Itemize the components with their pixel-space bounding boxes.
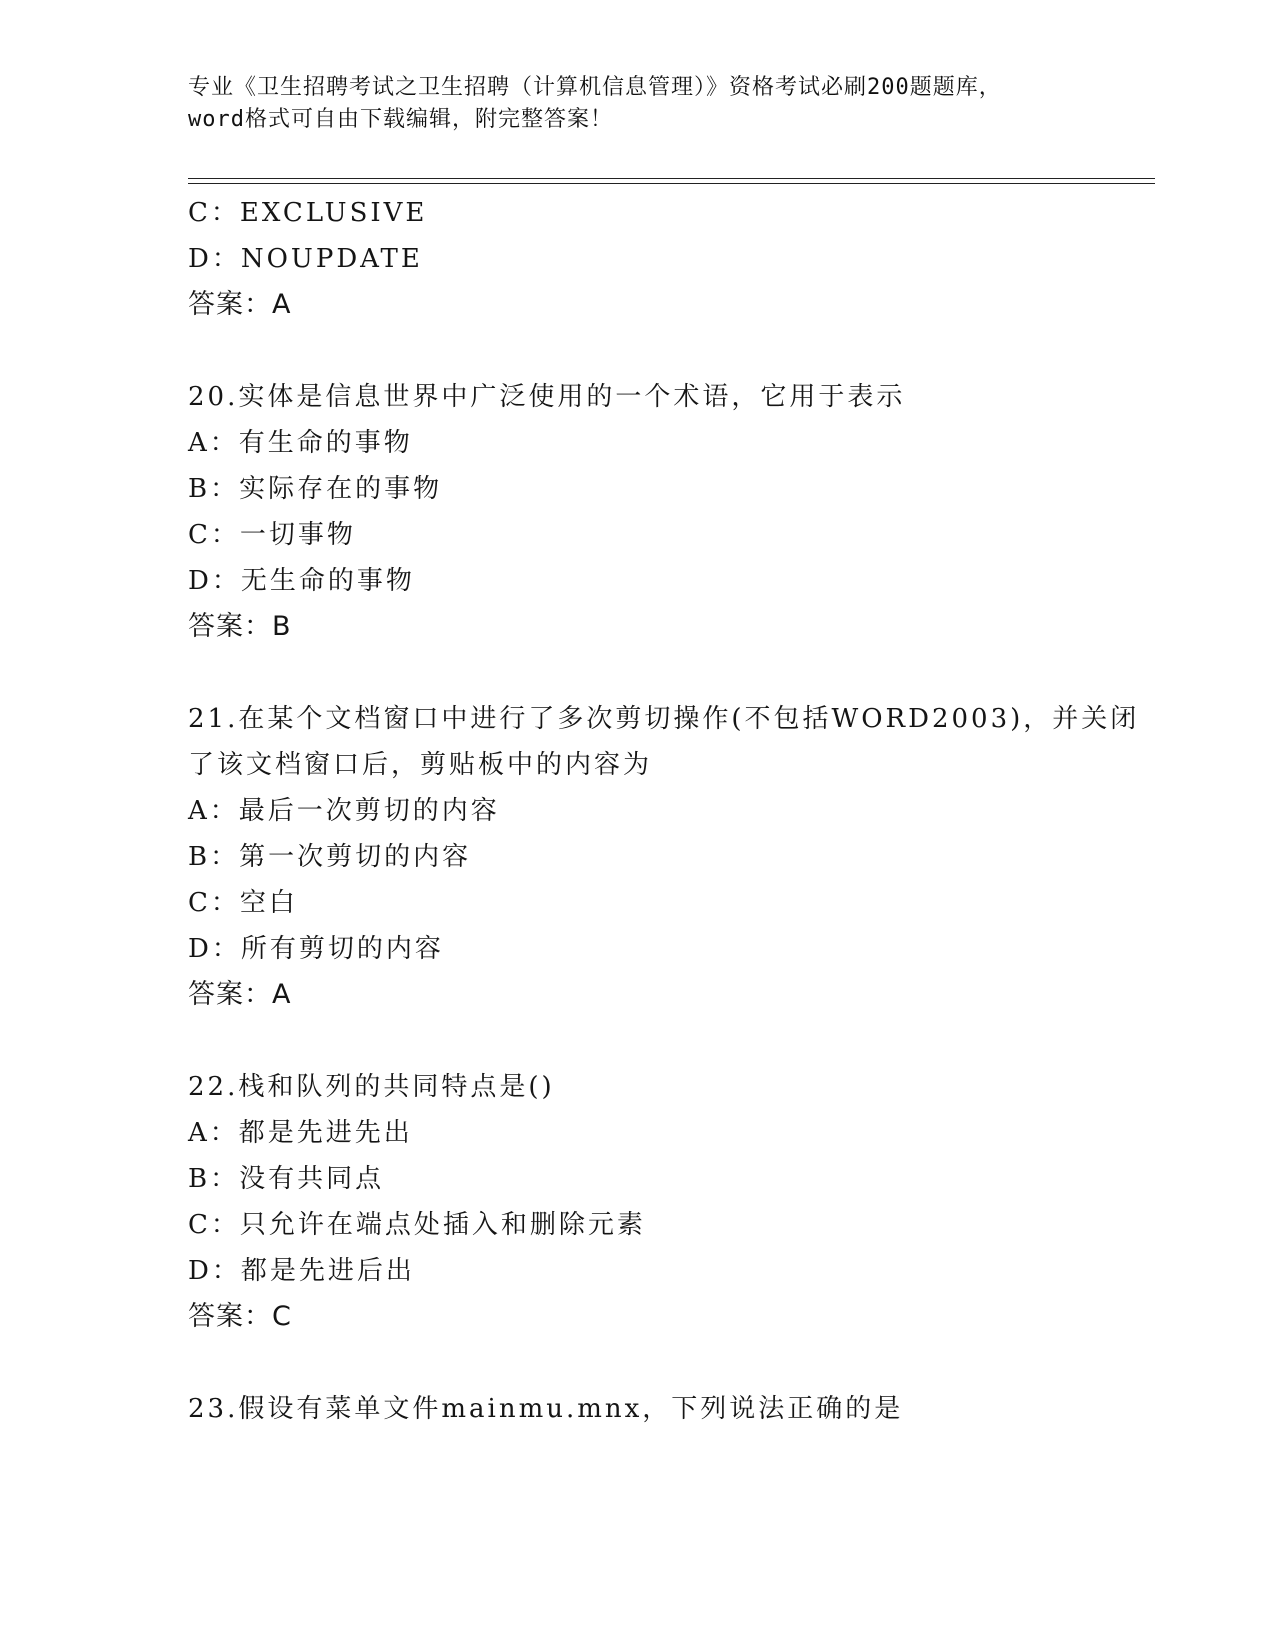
question-21 [188,696,1148,1018]
option-d: D：NOUPDATE [188,244,423,274]
document-header [188,72,1088,136]
question-text: 22.栈和队列的共同特点是() [188,1072,555,1102]
question-22 [188,1064,1148,1340]
option-b: B：没有共同点 [188,1164,385,1194]
header-divider-bottom [188,183,1155,184]
question-list [188,190,1148,1432]
option-c: C：空白 [188,888,298,918]
option-b: B：第一次剪切的内容 [188,842,472,872]
option-b: B：实际存在的事物 [188,474,443,504]
question-text-line-2: 了该文档窗口后，剪贴板中的内容为 [188,750,653,780]
question-text: 23.假设有菜单文件mainmu.mnx，下列说法正确的是 [188,1394,904,1424]
question-text: 20.实体是信息世界中广泛使用的一个术语，它用于表示 [188,382,906,412]
answer-line: 答案：C [188,1301,292,1332]
question-20 [188,374,1148,650]
header-title-line-2: word格式可自由下载编辑，附完整答案！ [188,107,613,132]
spacer [188,1018,1148,1064]
option-c: C：只允许在端点处插入和删除元素 [188,1210,646,1240]
header-divider-top [188,178,1155,179]
option-c: C：EXCLUSIVE [188,198,428,228]
question-text-line-1: 21.在某个文档窗口中进行了多次剪切操作(不包括WORD2003)，并关闭 [188,704,1140,734]
option-d: D：所有剪切的内容 [188,934,444,964]
option-d: D：都是先进后出 [188,1256,415,1286]
answer-line: 答案：A [188,979,292,1010]
question-19-tail [188,190,1148,328]
answer-line: 答案：A [188,289,292,320]
option-d: D：无生命的事物 [188,566,415,596]
option-c: C：一切事物 [188,520,356,550]
option-a: A：都是先进先出 [188,1118,413,1148]
spacer [188,650,1148,696]
option-a: A：最后一次剪切的内容 [188,796,500,826]
header-title-line-1: 专业《卫生招聘考试之卫生招聘（计算机信息管理）》资格考试必刷200题题库， [188,75,1002,100]
question-23 [188,1386,1148,1432]
spacer [188,328,1148,374]
spacer [188,1340,1148,1386]
answer-line: 答案：B [188,611,292,642]
option-a: A：有生命的事物 [188,428,413,458]
